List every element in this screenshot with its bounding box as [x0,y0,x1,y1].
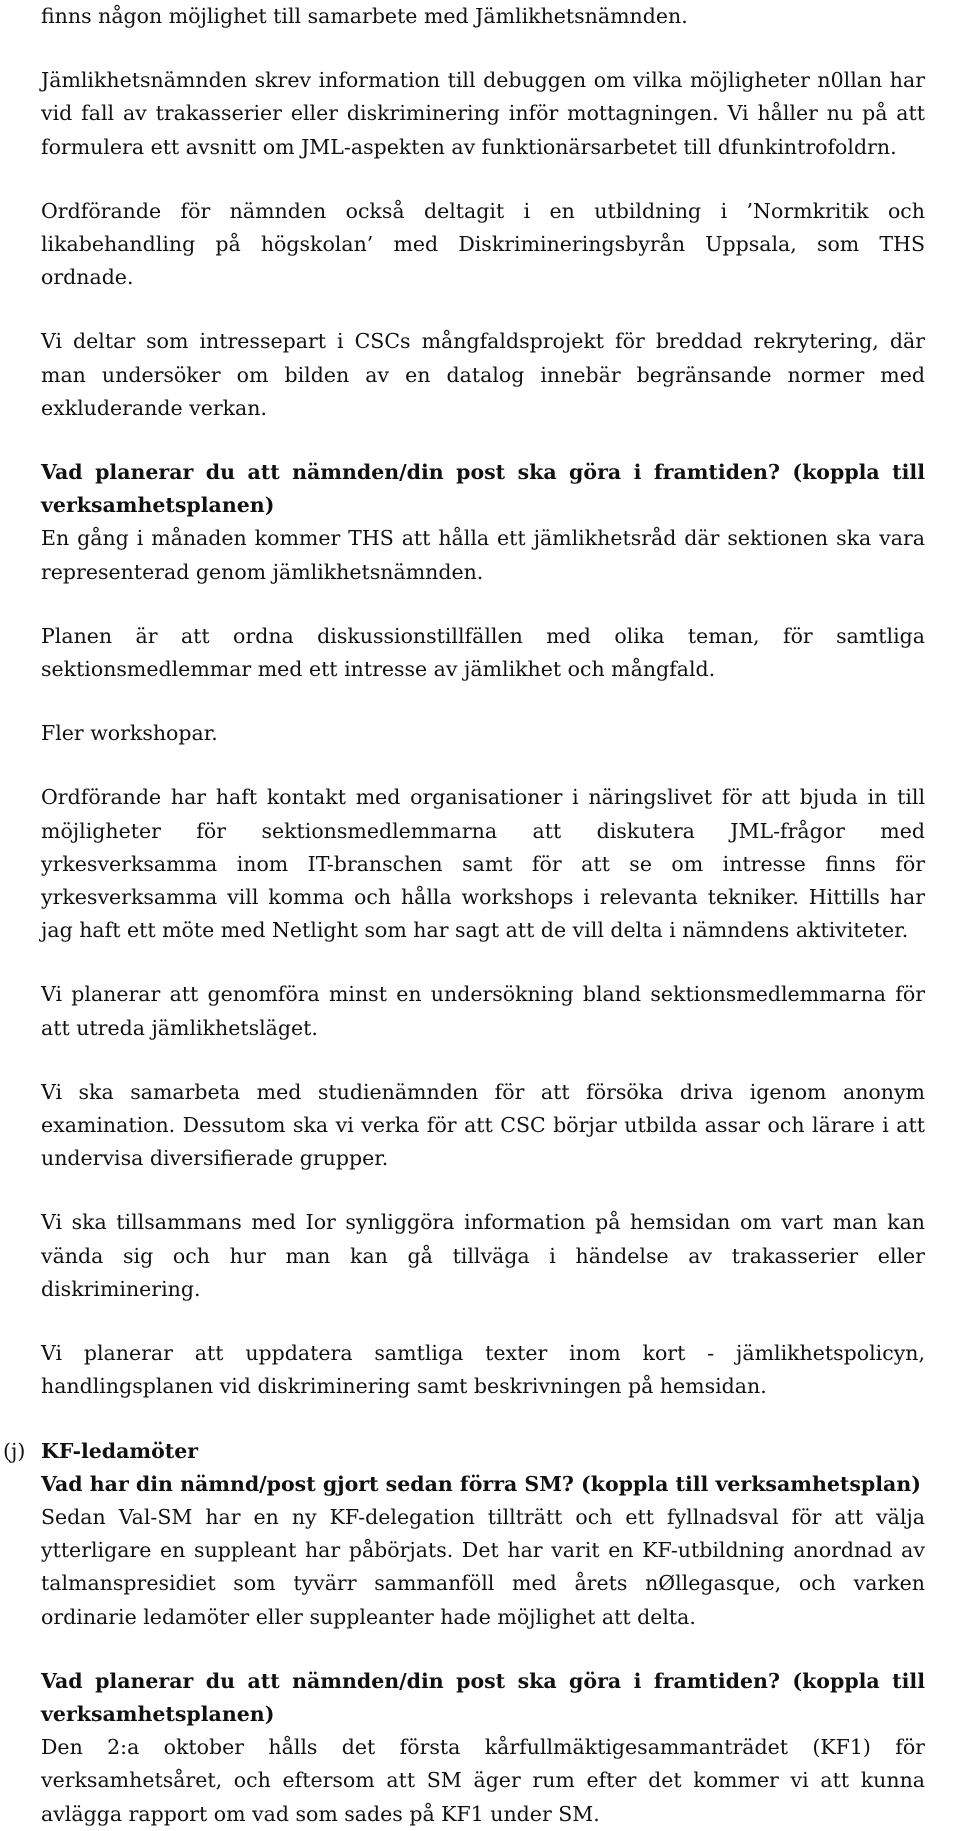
paragraph-gap [41,589,925,620]
paragraph-top-fragment: finns någon möjlighet till samarbete med Jämlikhetsnämnden. [41,4,688,28]
paragraph-website-info: Vi ska tillsammans med Ior synliggöra information på hemsidan om vart man kan vända sig och hur man kan gå tillväga i händelse av trakasserier eller diskriminering. [41,1210,925,1301]
paragraph-discussion-events: Planen är att ordna diskussionstillfällen med olika teman, för samtliga sektionsmedlemmar med ett intresse av jämlikhet och mångfald. [41,623,925,682]
paragraph-gap [41,1306,925,1337]
paragraph-gap [41,1634,925,1665]
paragraph-gap [41,947,925,978]
section-title: KF-ledamöter [41,1438,199,1463]
paragraph-update-texts: Vi planerar att uppdatera samtliga texter inom kort - jämlikhetspolicyn, handlingsplanen vid diskriminering samt beskrivningen på hemsidan. [41,1341,925,1399]
paragraph-survey-plan: Vi planerar att genomföra minst en undersökning bland sektionsmedlemmarna för att utreda jämlikhetsläget. [41,982,925,1040]
paragraph-normkritik-training: Ordförande för nämnden också deltagit i en utbildning i ’Normkritik och likabehandling på högskolan’ med Diskrimineringsbyrån Uppsala, som THS ordnade. [41,198,925,290]
paragraph-gap [41,686,925,717]
answer-kf1-meeting: Den 2:a oktober hålls det första kårfullmäktigesammanträdet (KF1) för verksamhetsåret, och eftersom att SM äger rum efter det kommer vi att kunna avlägga rapport om vad som sades på KF1 under SM. [41,1735,925,1826]
paragraph-industry-contacts: Ordförande har haft kontakt med organisationer i näringslivet för att bjuda in till möjligheter för sektionsmedlemmarna att diskutera JML-frågor med yrkesverksamma inom IT-branschen samt för att se om intresse finns för yrkesverksamma vill komma och hålla workshops i relevanta tekniker. Hittills har jag haft ett möte med Netlight som har sagt att de vill delta i nämndens aktiviteter. [41,785,925,943]
answer-equality-council: En gång i månaden kommer THS att hålla ett jämlikhetsråd där sektionen ska vara representerad genom jämlikhetsnämnden. [41,526,925,584]
paragraph-gap [41,164,925,195]
paragraph-gap [41,294,925,325]
paragraph-gap [41,1175,925,1206]
paragraph-anonymous-exams: Vi ska samarbeta med studienämnden för att försöka driva igenom anonym examination. Dessutom ska vi verka för att CSC börjar utbilda assar och lärare i att undervisa diversifierade grupper. [41,1079,925,1171]
paragraph-gap [41,33,925,64]
paragraph-gap [41,1404,925,1435]
list-item-kf-ledamoter [3,1435,925,1831]
paragraph-gap [41,1045,925,1076]
question-future-heading: Vad planerar du att nämnden/din post ska göra i framtiden? (koppla till verksamhetsplanen) [41,460,925,518]
list-item-marker: (j) [3,1438,26,1463]
paragraph-debuggen-info: Jämlikhetsnämnden skrev information till debuggen om vilka möjligheter n0llan har vid fall av trakasserier eller diskriminering inför mottagningen. Vi håller nu på att formulera ett avsnitt om JML-aspekten av funktionärsarbetet till dfunkintrofoldrn. [41,68,925,159]
paragraph-workshops: Fler workshopar. [41,721,218,746]
answer-kf-delegation: Sedan Val-SM har en ny KF-delegation tillträtt och ett fyllnadsval för att välja ytterligare en suppleant har påbörjats. Det har varit en KF-utbildning anordnad av talmanspresidiet som tyvärr sammanföll med årets nØllegasque, och varken ordinarie ledamöter eller suppleanter hade möjlighet att delta. [41,1504,925,1629]
question-future-heading: Vad planerar du att nämnden/din post ska göra i framtiden? (koppla till verksamhetsplanen) [41,1668,925,1726]
paragraph-gap [41,750,925,781]
question-done-heading: Vad har din nämnd/post gjort sedan förra SM? (koppla till verksamhetsplan) [41,1471,921,1496]
paragraph-csc-diversity-project: Vi deltar som intressepart i CSCs mångfaldsprojekt för breddad rekrytering, där man undersöker om bilden av en datalog innebär begränsande normer med exkluderande verkan. [41,329,925,420]
paragraph-gap [41,425,925,456]
document-page [3,0,925,1831]
